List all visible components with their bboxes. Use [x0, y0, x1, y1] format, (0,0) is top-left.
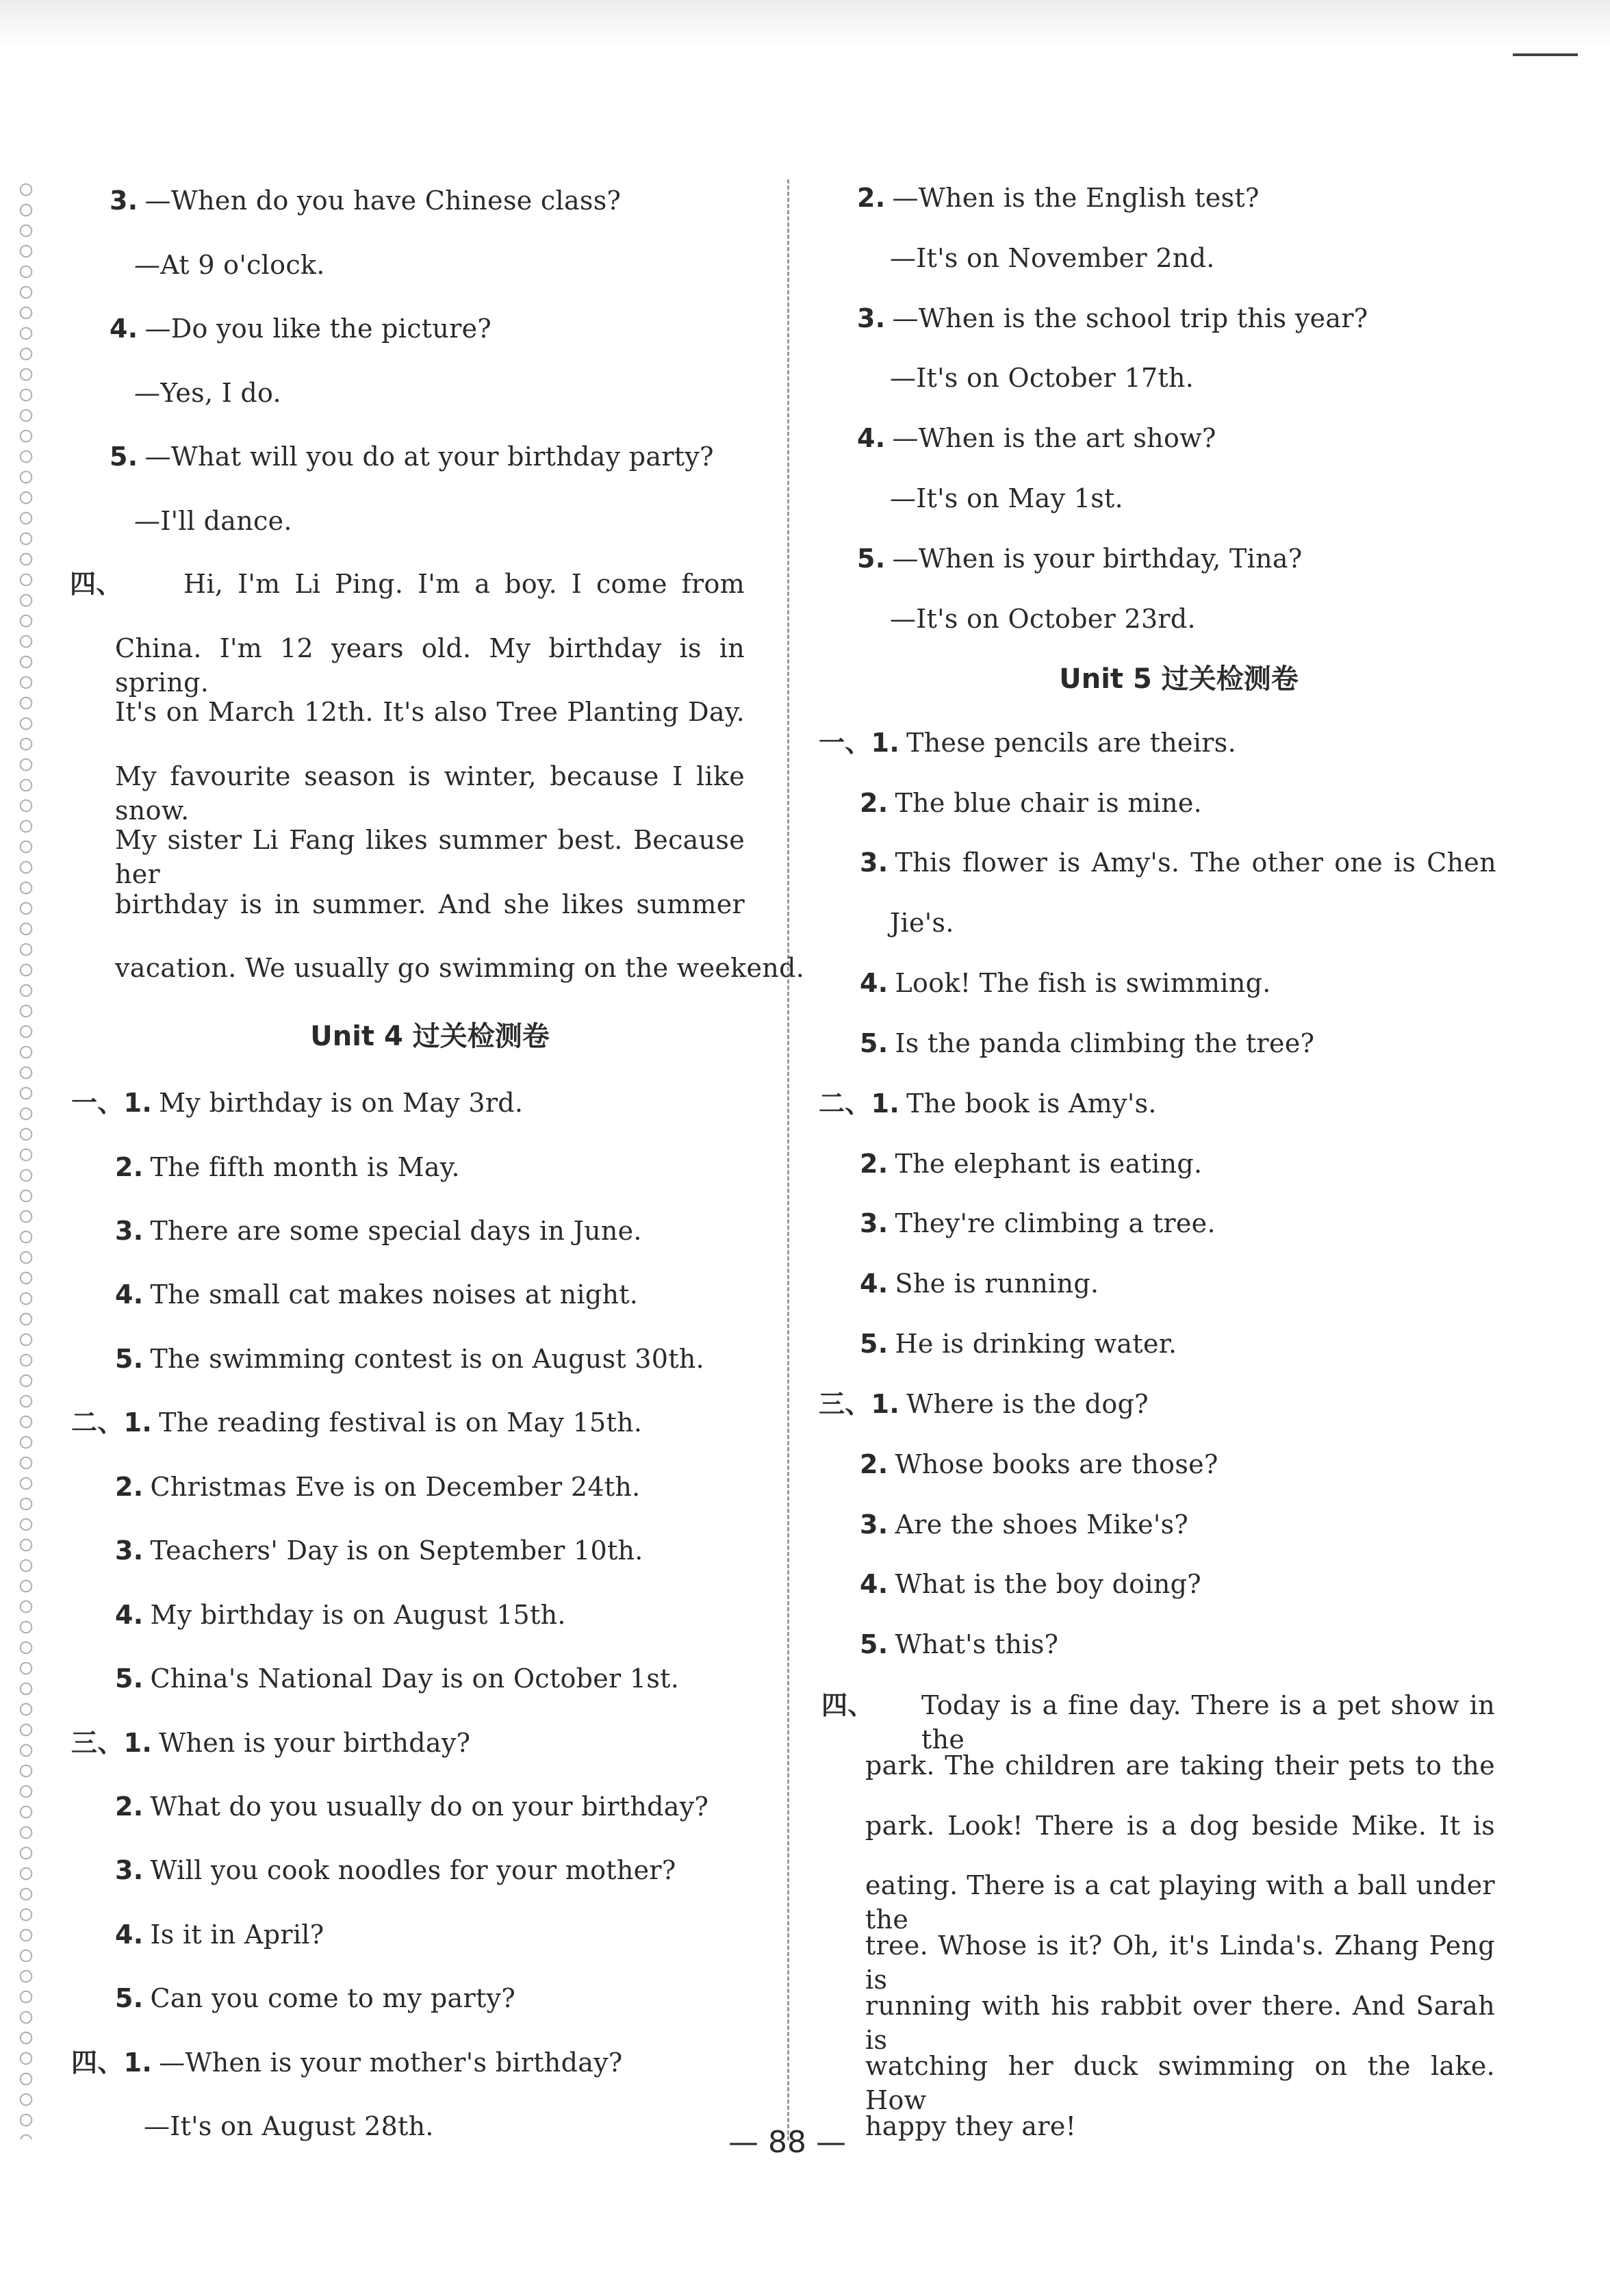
- answer-line: [110, 439, 714, 474]
- item-text: When is your birthday?: [159, 1728, 471, 1758]
- item-text: Whose books are those?: [895, 1449, 1218, 1479]
- item-number: 2.: [860, 1149, 889, 1179]
- item-number: 4.: [115, 1279, 144, 1310]
- item-text: —When is the art show?: [892, 423, 1216, 454]
- item-text: —Do you like the picture?: [144, 314, 492, 344]
- item-text: These pencils are theirs.: [906, 728, 1236, 758]
- passage-line: Hi, I'm Li Ping. I'm a boy. I come from: [183, 569, 745, 599]
- item-text: They're climbing a tree.: [895, 1208, 1216, 1238]
- answer-line: [819, 1086, 1157, 1121]
- section-label: 四、: [821, 1690, 874, 1720]
- item-text: There are some special days in June.: [150, 1216, 642, 1246]
- item-text: This flower is Amy's. The other one is Chen: [895, 847, 1496, 878]
- item-text: The reading festival is on May 15th.: [159, 1407, 643, 1438]
- item-number: 3.: [860, 847, 889, 878]
- answer-line: [115, 1470, 641, 1504]
- answer-line: [890, 361, 1194, 395]
- answer-line: [115, 1789, 708, 1824]
- item-number: 4.: [857, 423, 886, 454]
- item-number: 3.: [860, 1208, 889, 1238]
- passage-line: Today is a fine day. There is a pet show in the: [921, 1690, 1495, 1755]
- item-number: 3.: [860, 1509, 889, 1540]
- answer-line: [860, 786, 1202, 820]
- item-text: Look! The fish is swimming.: [895, 968, 1271, 998]
- item-text: The fifth month is May.: [150, 1152, 460, 1182]
- item-number: 5.: [857, 543, 886, 574]
- item-number: 1.: [123, 1088, 153, 1118]
- item-text: —What will you do at your birthday party?: [144, 442, 714, 472]
- item-text: —I'll dance.: [134, 505, 292, 536]
- passage-line: birthday is in summer. And she likes summer: [115, 889, 745, 919]
- item-text: —When is your birthday, Tina?: [892, 543, 1303, 574]
- answer-line: [115, 1981, 515, 2015]
- item-number: 4.: [860, 1268, 889, 1299]
- item-text: —It's on October 23rd.: [890, 603, 1196, 634]
- item-text: China's National Day is on October 1st.: [150, 1663, 680, 1694]
- corner-mark: [1513, 53, 1578, 56]
- answer-line: [115, 1917, 324, 1952]
- item-number: 4.: [115, 1919, 144, 1950]
- item-number: 3.: [857, 303, 886, 333]
- answer-line: [115, 1598, 566, 1632]
- item-number: 5.: [115, 1983, 144, 2013]
- answer-line: [144, 2109, 434, 2143]
- unit-heading: Unit 4 过关检测卷: [310, 1021, 550, 1052]
- item-number: 1.: [871, 728, 900, 758]
- item-text: The swimming contest is on August 30th.: [150, 1344, 704, 1374]
- item-number: 2.: [115, 1472, 144, 1502]
- answer-line: [134, 376, 281, 410]
- item-text: —At 9 o'clock.: [134, 249, 325, 280]
- passage-line: park. The children are taking their pets to the: [865, 1750, 1495, 1781]
- item-number: 4.: [115, 1600, 144, 1630]
- passage-line: vacation. We usually go swimming on the weekend.: [115, 953, 805, 983]
- answer-line: [857, 541, 1303, 576]
- item-text: —It's on May 1st.: [890, 483, 1123, 513]
- answer-line: [115, 1533, 643, 1568]
- scan-top-shadow: [0, 0, 1610, 48]
- item-number: 3.: [115, 1855, 144, 1885]
- answer-line: [890, 602, 1196, 636]
- answer-line: [134, 248, 325, 282]
- unit-heading: Unit 5 过关检测卷: [1059, 663, 1299, 695]
- answer-line: [819, 1387, 1149, 1421]
- item-text: —Yes, I do.: [134, 377, 281, 408]
- item-text: My birthday is on August 15th.: [150, 1600, 566, 1630]
- passage-line: My sister Li Fang likes summer best. Because her: [115, 825, 745, 889]
- binding-edge: [18, 181, 34, 2139]
- answer-line: [71, 1726, 470, 1760]
- item-text: The small cat makes noises at night.: [150, 1279, 639, 1310]
- item-number: 5.: [110, 442, 138, 472]
- section-label: 四、: [70, 569, 123, 599]
- item-text: Is it in April?: [150, 1919, 324, 1950]
- passage-line: China. I'm 12 years old. My birthday is in spring.: [115, 633, 745, 698]
- answer-line: [115, 1342, 704, 1376]
- answer-line: [71, 1086, 523, 1120]
- answer-line: [860, 1026, 1314, 1060]
- passage-line: running with his rabbit over there. And Sarah is: [865, 1991, 1495, 2055]
- item-number: 2.: [115, 1152, 144, 1182]
- passage-line: tree. Whose is it? Oh, it's Linda's. Zhang Peng is: [865, 1930, 1495, 1995]
- item-number: 3.: [115, 1216, 144, 1246]
- item-text: What is the boy doing?: [895, 1569, 1201, 1599]
- passage-line: eating. There is a cat playing with a ball under the: [865, 1870, 1495, 1935]
- answer-line: [860, 1447, 1218, 1481]
- item-number: 1.: [123, 1728, 153, 1758]
- item-number: 1.: [123, 2048, 153, 2078]
- page-number: — 88 —: [728, 2125, 846, 2160]
- item-number: 1.: [123, 1407, 153, 1438]
- item-number: 4.: [860, 968, 889, 998]
- answer-line: [860, 1147, 1202, 1181]
- item-text: —It's on October 17th.: [890, 363, 1194, 394]
- item-number: 2.: [860, 788, 889, 818]
- item-text: —When is the English test?: [892, 183, 1260, 213]
- answer-line: [857, 181, 1260, 215]
- answer-line: [115, 1661, 679, 1696]
- answer-line: [860, 1327, 1177, 1361]
- answer-line: [115, 1214, 642, 1248]
- answer-line: [860, 845, 1496, 880]
- item-number: 3.: [110, 186, 138, 216]
- answer-line: [890, 241, 1215, 275]
- item-number: 5.: [860, 1629, 889, 1659]
- item-text: Are the shoes Mike's?: [895, 1509, 1189, 1540]
- answer-line: [115, 1853, 676, 1887]
- item-text: My birthday is on May 3rd.: [159, 1088, 524, 1118]
- item-text: She is running.: [895, 1268, 1099, 1299]
- answer-line: [819, 726, 1236, 760]
- item-number: 4.: [110, 314, 138, 344]
- item-text: —When do you have Chinese class?: [144, 186, 622, 216]
- section-label: 二、: [71, 1407, 124, 1438]
- item-text: The blue chair is mine.: [895, 788, 1203, 818]
- section-label: 三、: [819, 1389, 871, 1419]
- section-label: 三、: [71, 1728, 124, 1758]
- answer-line: [860, 1567, 1201, 1601]
- answer-line: [860, 1266, 1099, 1301]
- item-text: —It's on August 28th.: [144, 2111, 434, 2141]
- item-number: 3.: [115, 1535, 144, 1566]
- item-text: What's this?: [895, 1629, 1059, 1659]
- answer-line: [860, 966, 1271, 1000]
- item-number: 5.: [860, 1329, 889, 1359]
- answer-line: [857, 421, 1216, 455]
- item-text: —It's on November 2nd.: [890, 242, 1215, 273]
- item-text: Can you come to my party?: [150, 1983, 515, 2013]
- item-text: Will you cook noodles for your mother?: [150, 1855, 676, 1885]
- answer-line: [134, 504, 292, 538]
- answer-line: [110, 183, 621, 218]
- answer-line: [115, 1277, 638, 1312]
- answer-line: [890, 906, 954, 940]
- item-number: 4.: [860, 1569, 889, 1599]
- item-number: 5.: [860, 1028, 889, 1058]
- item-text: —When is the school trip this year?: [892, 303, 1368, 333]
- item-number: 2.: [857, 183, 886, 213]
- item-text: Teachers' Day is on September 10th.: [150, 1535, 643, 1566]
- section-label: 一、: [819, 728, 871, 758]
- item-text: Jie's.: [890, 908, 954, 938]
- passage-line: park. Look! There is a dog beside Mike. It is: [865, 1810, 1495, 1841]
- section-label: 四、: [71, 2048, 124, 2078]
- item-number: 5.: [115, 1663, 144, 1694]
- answer-line: [857, 301, 1368, 335]
- answer-line: [860, 1627, 1058, 1661]
- answer-line: [71, 2045, 623, 2080]
- item-number: 1.: [871, 1088, 900, 1119]
- answer-line: [110, 311, 491, 346]
- passage-line: My favourite season is winter, because I like snow.: [115, 761, 745, 826]
- item-text: The book is Amy's.: [906, 1088, 1157, 1119]
- item-text: He is drinking water.: [895, 1329, 1177, 1359]
- passage-line: It's on March 12th. It's also Tree Planting Day.: [115, 697, 745, 727]
- item-text: —When is your mother's birthday?: [159, 2048, 623, 2078]
- section-label: 一、: [71, 1088, 124, 1118]
- item-text: What do you usually do on your birthday?: [150, 1791, 709, 1822]
- item-text: Is the panda climbing the tree?: [895, 1028, 1315, 1058]
- answer-line: [890, 481, 1123, 515]
- item-text: Where is the dog?: [906, 1389, 1149, 1419]
- item-text: The elephant is eating.: [895, 1149, 1203, 1179]
- passage-line: happy they are!: [865, 2110, 1077, 2141]
- item-text: Christmas Eve is on December 24th.: [150, 1472, 641, 1502]
- passage-line: watching her duck swimming on the lake. How: [865, 2050, 1495, 2115]
- item-number: 2.: [115, 1791, 144, 1822]
- answer-line: [860, 1206, 1216, 1240]
- answer-line: [860, 1507, 1188, 1542]
- column-divider: [787, 179, 789, 2141]
- answer-line: [71, 1405, 642, 1440]
- item-number: 5.: [115, 1344, 144, 1374]
- section-label: 二、: [819, 1088, 871, 1119]
- item-number: 1.: [871, 1389, 900, 1419]
- item-number: 2.: [860, 1449, 889, 1479]
- answer-line: [115, 1150, 460, 1184]
